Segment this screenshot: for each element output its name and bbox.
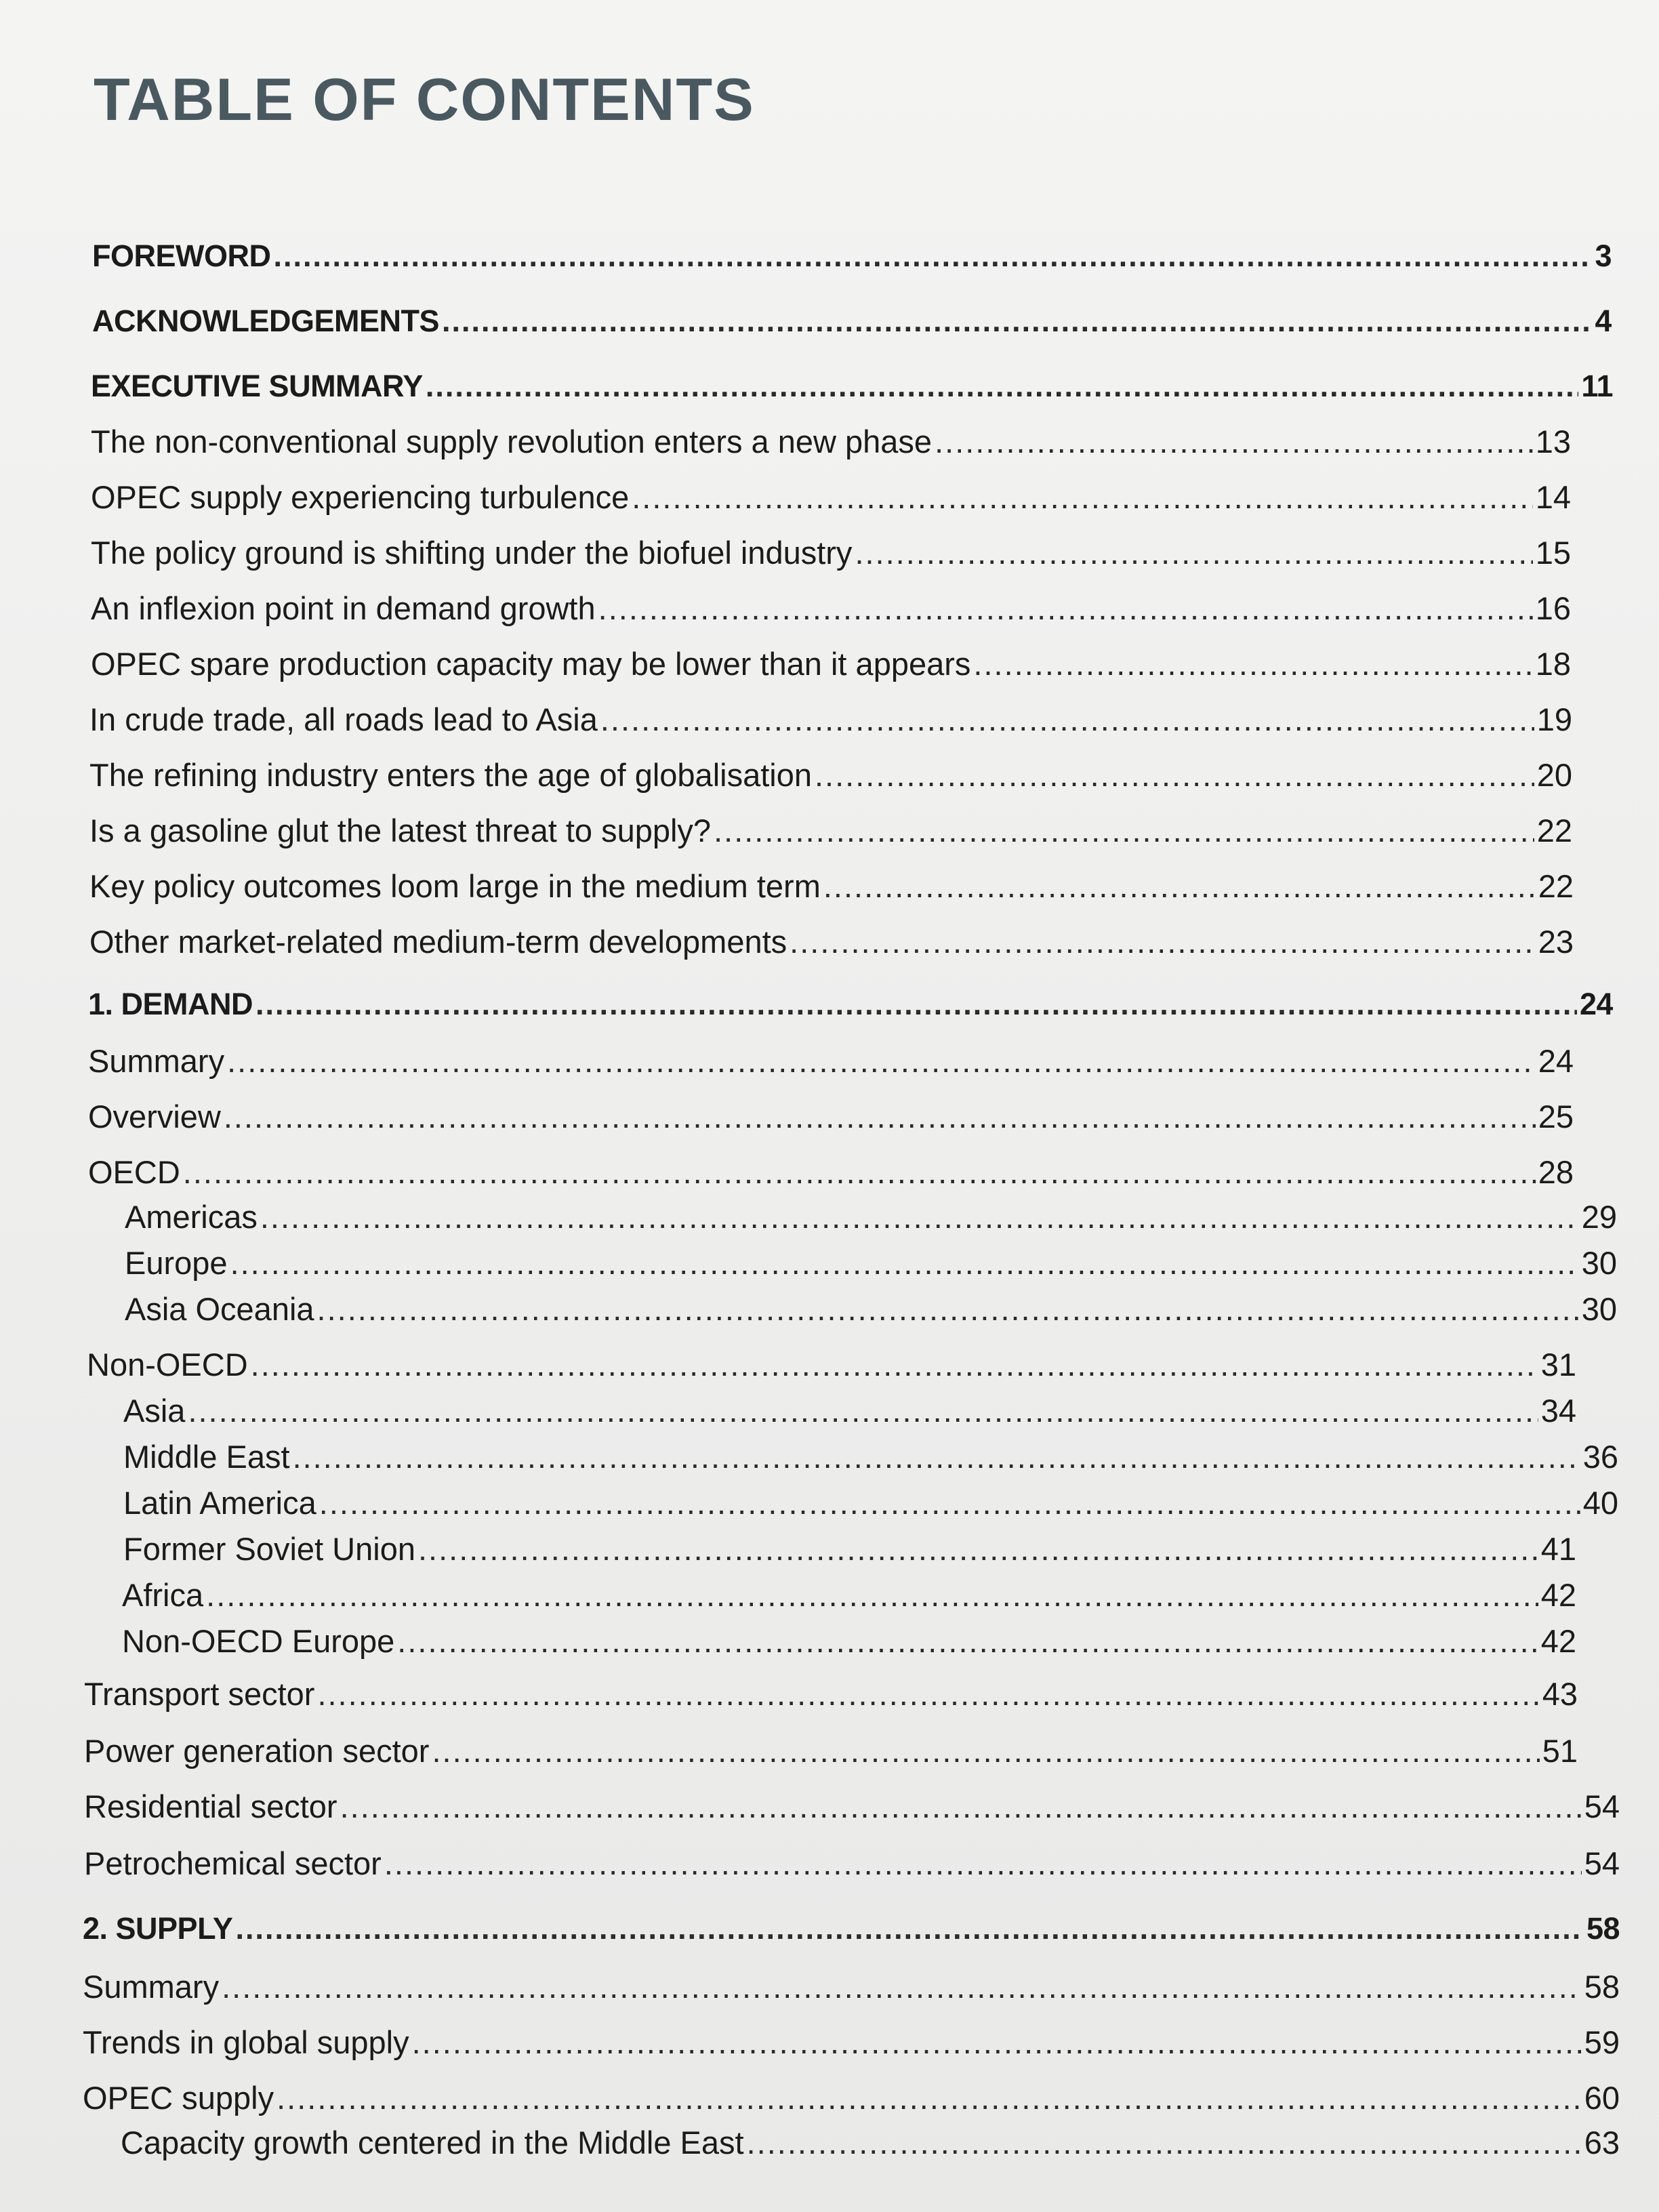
toc-entry-label: Non-OECD [87, 1347, 248, 1382]
dot-leader [418, 1528, 1538, 1571]
toc-entry-label: Latin America [123, 1485, 316, 1521]
toc-entry-page-number: 24 [1538, 1043, 1574, 1079]
toc-entry-page-number: 30 [1581, 1245, 1617, 1281]
toc-entry [84, 1842, 1620, 1885]
dot-leader [319, 1481, 1580, 1525]
dot-leader [206, 1574, 1538, 1617]
toc-entry-label: Americas [125, 1199, 258, 1235]
toc-entry [123, 1528, 1576, 1571]
dot-leader [442, 300, 1592, 343]
dot-leader [273, 234, 1592, 278]
dot-leader [384, 1842, 1582, 1885]
toc-entry [91, 642, 1571, 686]
toc-entry [89, 754, 1572, 797]
toc-entry-page-number: 25 [1538, 1099, 1574, 1134]
toc-entry-page-number: 14 [1535, 479, 1571, 515]
dot-leader [293, 1435, 1580, 1479]
toc-entry-page-number: 29 [1581, 1199, 1617, 1235]
toc-entry-label: Trends in global supply [83, 2024, 409, 2060]
dot-leader [235, 1907, 1583, 1950]
toc-entry-label: The policy ground is shifting under the biofuel industry [91, 535, 853, 571]
toc-entry [91, 531, 1571, 575]
toc-entry-label: FOREWORD [92, 239, 271, 273]
toc-entry [84, 1673, 1578, 1716]
toc-entry-page-number: 42 [1540, 1577, 1576, 1613]
dot-leader [317, 1673, 1539, 1716]
toc-entry [83, 1907, 1620, 1950]
toc-entry-label: Power generation sector [84, 1733, 430, 1769]
toc-entry [89, 698, 1572, 741]
dot-leader [222, 1965, 1582, 2009]
toc-entry-label: In crude trade, all roads lead to Asia [89, 701, 598, 737]
toc-entry [88, 983, 1613, 1026]
toc-entry-label: Africa [122, 1577, 204, 1613]
toc-entry [89, 865, 1574, 908]
dot-leader [397, 1620, 1538, 1663]
page-title: TABLE OF CONTENTS [94, 66, 755, 133]
toc-entry-page-number: 16 [1535, 590, 1571, 626]
toc-entry-label: Asia Oceania [125, 1291, 314, 1327]
toc-entry-label: The refining industry enters the age of globalisation [89, 757, 812, 793]
dot-leader [815, 754, 1534, 797]
toc-entry-label: EXECUTIVE SUMMARY [91, 369, 423, 403]
toc-entry-page-number: 54 [1584, 1845, 1620, 1881]
toc-entry-label: Former Soviet Union [123, 1531, 415, 1567]
toc-entry-page-number: 42 [1540, 1623, 1576, 1659]
toc-entry [122, 1620, 1576, 1663]
toc-entry-page-number: 22 [1536, 813, 1572, 848]
dot-leader [224, 1095, 1536, 1139]
toc-entry [122, 1574, 1576, 1617]
toc-entry [125, 1242, 1617, 1285]
toc-entry-label: Petrochemical sector [84, 1845, 382, 1881]
toc-entry-page-number: 43 [1542, 1676, 1578, 1712]
toc-entry-page-number: 3 [1595, 239, 1612, 273]
dot-leader [790, 920, 1536, 964]
toc-entry-label: Capacity growth centered in the Middle East [121, 2125, 744, 2160]
toc-entry [121, 2121, 1620, 2165]
toc-entry [123, 1435, 1618, 1479]
toc-entry-label: Summary [88, 1043, 225, 1079]
dot-leader [276, 2076, 1582, 2120]
dot-leader [251, 1343, 1538, 1387]
dot-leader [600, 698, 1534, 741]
dot-leader [747, 2121, 1582, 2165]
toc-entry-label: An inflexion point in demand growth [91, 590, 596, 626]
toc-entry [91, 587, 1571, 630]
toc-entry-page-number: 22 [1538, 868, 1574, 904]
toc-entry-label: Is a gasoline glut the latest threat to supply? [89, 813, 712, 848]
toc-entry [91, 365, 1613, 408]
toc-entry-label: 2. SUPPLY [83, 1911, 233, 1946]
toc-entry [89, 809, 1572, 853]
dot-leader [632, 476, 1532, 519]
dot-leader [260, 1195, 1579, 1239]
toc-entry [123, 1481, 1618, 1525]
toc-entry [84, 1729, 1578, 1773]
dot-leader [412, 2021, 1582, 2064]
toc-entry [125, 1195, 1617, 1239]
toc-entry-label: Asia [123, 1393, 186, 1429]
dot-leader [935, 420, 1533, 464]
dot-leader [855, 531, 1532, 575]
toc-entry-label: Other market-related medium-term developments [89, 924, 787, 960]
toc-entry-label: Transport sector [84, 1676, 315, 1712]
toc-entry-page-number: 28 [1538, 1154, 1574, 1190]
toc-entry [83, 2076, 1620, 2120]
toc-entry-page-number: 30 [1581, 1291, 1617, 1327]
dot-leader [227, 1040, 1536, 1083]
dot-leader [426, 365, 1579, 408]
toc-entry-page-number: 24 [1579, 987, 1613, 1021]
toc-entry-page-number: 60 [1584, 2080, 1620, 2116]
toc-entry [87, 1343, 1576, 1387]
toc-entry-page-number: 36 [1582, 1439, 1618, 1475]
toc-entry-label: The non-conventional supply revolution enters a new phase [91, 424, 933, 459]
toc-entry [91, 420, 1571, 464]
dot-leader [317, 1288, 1579, 1331]
toc-entry-label: Europe [125, 1245, 228, 1281]
toc-entry [88, 1151, 1574, 1194]
toc-entry-page-number: 20 [1536, 757, 1572, 793]
toc-entry-page-number: 18 [1535, 646, 1571, 682]
toc-entry-label: OPEC supply [83, 2080, 274, 2116]
toc-entry [123, 1389, 1576, 1433]
toc-entry [125, 1288, 1617, 1331]
toc-entry-label: Overview [88, 1099, 221, 1134]
toc-entry-label: 1. DEMAND [88, 987, 253, 1021]
toc-entry-page-number: 40 [1582, 1485, 1618, 1521]
toc-entry-page-number: 11 [1581, 369, 1613, 403]
toc-entry [83, 1965, 1620, 2009]
toc-entry [84, 1785, 1620, 1828]
toc-entry-page-number: 19 [1536, 701, 1572, 737]
toc-entry-page-number: 34 [1540, 1393, 1576, 1429]
toc-entry-page-number: 63 [1584, 2125, 1620, 2160]
toc-entry-page-number: 31 [1540, 1347, 1576, 1382]
dot-leader [823, 865, 1536, 908]
toc-entry-label: OECD [88, 1154, 180, 1190]
dot-leader [973, 642, 1532, 686]
toc-entry-page-number: 58 [1586, 1911, 1620, 1946]
dot-leader [183, 1151, 1536, 1194]
toc-entry-label: ACKNOWLEDGEMENTS [92, 304, 439, 338]
dot-leader [340, 1785, 1582, 1828]
toc-entry-page-number: 59 [1584, 2024, 1620, 2060]
toc-entry-page-number: 13 [1535, 424, 1571, 459]
dot-leader [598, 587, 1533, 630]
toc-entry [92, 234, 1612, 278]
dot-leader [230, 1242, 1579, 1285]
dot-leader [255, 983, 1577, 1026]
toc-entry-page-number: 4 [1595, 304, 1612, 338]
toc-entry-label: Non-OECD Europe [122, 1623, 395, 1659]
toc-entry [89, 920, 1574, 964]
dot-leader [714, 809, 1534, 853]
dot-leader [432, 1729, 1539, 1773]
toc-entry [83, 2021, 1620, 2064]
toc-entry-label: Key policy outcomes loom large in the medium term [89, 868, 821, 904]
toc-entry-page-number: 23 [1538, 924, 1574, 960]
toc-entry-page-number: 15 [1535, 535, 1571, 571]
toc-entry-label: OPEC spare production capacity may be lower than it appears [91, 646, 971, 682]
toc-entry-label: Middle East [123, 1439, 290, 1475]
dot-leader [188, 1389, 1538, 1433]
toc-entry-label: Summary [83, 1969, 220, 2005]
toc-entry-page-number: 58 [1584, 1969, 1620, 2005]
toc-entry-page-number: 51 [1542, 1733, 1578, 1769]
toc-entry-label: OPEC supply experiencing turbulence [91, 479, 630, 515]
toc-entry [91, 476, 1571, 519]
toc-entry [88, 1095, 1574, 1139]
toc-entry-page-number: 41 [1540, 1531, 1576, 1567]
toc-entry [92, 300, 1612, 343]
toc-entry [88, 1040, 1574, 1083]
toc-entry-page-number: 54 [1584, 1788, 1620, 1824]
toc-entry-label: Residential sector [84, 1788, 337, 1824]
